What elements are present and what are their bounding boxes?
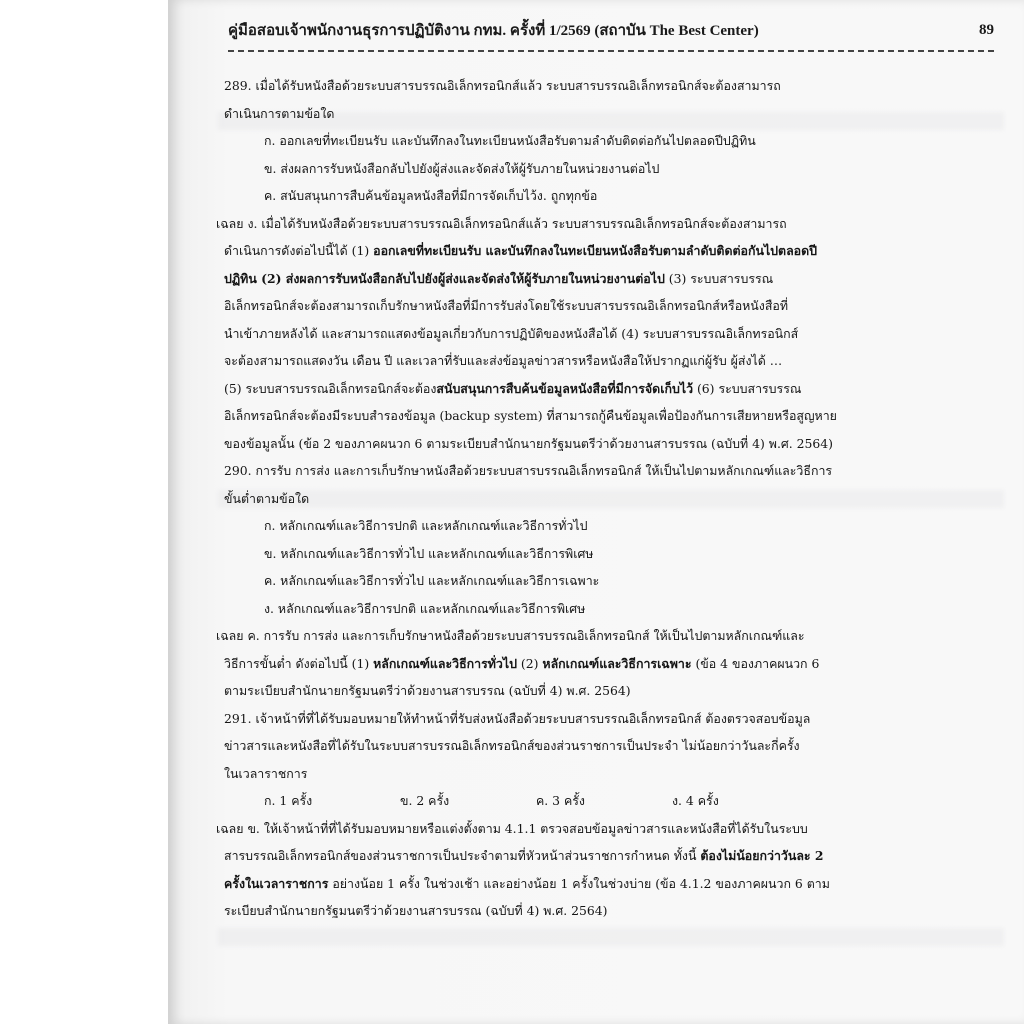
question-stem: 289. เมื่อได้รับหนังสือด้วยระบบสารบรรณอิเล็กทรอนิกส์แล้ว ระบบสารบรรณอิเล็กทรอนิกส์จะต้องสามารถ xyxy=(224,78,781,93)
answer-highlight: สนับสนุนการสืบค้นข้อมูลหนังสือที่มีการจัดเก็บไว้ xyxy=(436,380,694,396)
answer-text xyxy=(224,265,994,293)
option-b: ข. 2 ครั้ง xyxy=(400,793,450,808)
answer-text: เฉลย ค. การรับ การส่ง และการเก็บรักษาหนังสือด้วยระบบสารบรรณอิเล็กทรอนิกส์ ให้เป็นไปตามหลักเกณฑ์และ xyxy=(216,628,805,643)
option-d: ง. หลักเกณฑ์และวิธีการปกติ และหลักเกณฑ์และวิธีการพิเศษ xyxy=(264,600,586,616)
answer-text xyxy=(224,375,994,403)
answer-text xyxy=(224,842,994,870)
answer-text: นำเข้าภายหลังได้ และสามารถแสดงข้อมูลเกี่ยวกับการปฏิบัติของหนังสือได้ (4) ระบบสารบรรณอิเล็กทรอนิกส์ xyxy=(224,325,799,341)
answer-text: อิเล็กทรอนิกส์จะต้องมีระบบสำรองข้อมูล (backup system) ที่สามารถกู้คืนข้อมูลเพื่อป้องกันการเสียหายหรือสูญหาย xyxy=(224,408,837,423)
answer-text: อิเล็กทรอนิกส์จะต้องสามารถเก็บรักษาหนังสือที่มีการรับส่งโดยใช้ระบบสารบรรณอิเล็กทรอนิกส์หรือหนังสือที่ xyxy=(224,298,788,313)
question-291 xyxy=(216,705,994,925)
answer-text-part: วิธีการขั้นต่ำ ดังต่อไปนี้ (1) xyxy=(224,655,374,671)
option-c: ค. 3 ครั้ง xyxy=(536,793,585,808)
book-page xyxy=(168,0,1024,1024)
answer-highlight: ต้องไม่น้อยกว่าวันละ 2 xyxy=(700,848,824,863)
answer-text: ของข้อมูลนั้น (ข้อ 2 ของภาคผนวก 6 ตามระเบียบสำนักนายกรัฐมนตรีว่าด้วยงานสารบรรณ (ฉบับที่ 4) พ.ศ. 2564) xyxy=(224,435,833,451)
option-a: ก. 1 ครั้ง xyxy=(264,793,313,808)
answer-text: ระเบียบสำนักนายกรัฐมนตรีว่าด้วยงานสารบรรณ (ฉบับที่ 4) พ.ศ. 2564) xyxy=(224,903,608,918)
option-c: ค. หลักเกณฑ์และวิธีการทั่วไป และหลักเกณฑ์และวิธีการเฉพาะ xyxy=(264,573,600,588)
option-b: ข. หลักเกณฑ์และวิธีการทั่วไป และหลักเกณฑ์และวิธีการพิเศษ xyxy=(264,545,594,561)
option-c: ค. สนับสนุนการสืบค้นข้อมูลหนังสือที่มีการจัดเก็บไว้ง. ถูกทุกข้อ xyxy=(264,188,598,203)
answer-text: จะต้องสามารถแสดงวัน เดือน ปี และเวลาที่รับและส่งข้อมูลข่าวสารหรือหนังสือให้ปรากฏแก่ผู้รับ ผู้ส่งได้ … xyxy=(224,353,783,368)
option-a: ก. หลักเกณฑ์และวิธีการปกติ และหลักเกณฑ์และวิธีการทั่วไป xyxy=(264,518,588,533)
option-d: ง. 4 ครั้ง xyxy=(672,793,719,808)
answer-text-part: (3) ระบบสารบรรณ xyxy=(664,270,774,286)
answer-text xyxy=(224,870,994,898)
question-stem: ขั้นต่ำตามข้อใด xyxy=(224,490,310,506)
answer-highlight: หลักเกณฑ์และวิธีการทั่วไป xyxy=(373,655,517,671)
question-stem: ดำเนินการตามข้อใด xyxy=(224,105,335,121)
answer-text: เฉลย ง. เมื่อได้รับหนังสือด้วยระบบสารบรรณอิเล็กทรอนิกส์แล้ว ระบบสารบรรณอิเล็กทรอนิกส์จะต้องสามารถ xyxy=(216,215,787,231)
answer-text xyxy=(224,650,994,678)
question-stem: 290. การรับ การส่ง และการเก็บรักษาหนังสือด้วยระบบสารบรรณอิเล็กทรอนิกส์ ให้เป็นไปตามหลักเกณฑ์และวิธีการ xyxy=(224,463,833,478)
option-a: ก. ออกเลขที่ทะเบียนรับ และบันทึกลงในทะเบียนหนังสือรับตามลำดับติดต่อกันไปตลอดปีปฏิทิน xyxy=(264,133,756,148)
question-stem: ข่าวสารและหนังสือที่ได้รับในระบบสารบรรณอิเล็กทรอนิกส์ของส่วนราชการเป็นประจำ ไม่น้อยกว่าวันละกี่ครั้ง xyxy=(224,738,800,753)
answer-text xyxy=(224,237,994,265)
question-stem: 291. เจ้าหน้าที่ที่ได้รับมอบหมายให้ทำหน้าที่รับส่งหนังสือด้วยระบบสารบรรณอิเล็กทรอนิกส์ ต้องตรวจสอบข้อมูล xyxy=(224,710,811,726)
question-stem: ในเวลาราชการ xyxy=(224,765,308,781)
answer-text-part: (2) xyxy=(516,655,543,671)
answer-text-part: (ข้อ 4 ของภาคผนวก 6 xyxy=(691,655,820,671)
scan-background xyxy=(0,0,168,1024)
page-content xyxy=(216,72,994,925)
answer-highlight: ครั้งในเวลาราชการ xyxy=(224,875,329,891)
answer-text: ตามระเบียบสำนักนายกรัฐมนตรีว่าด้วยงานสารบรรณ (ฉบับที่ 4) พ.ศ. 2564) xyxy=(224,683,631,698)
answer-text-part: สารบรรณอิเล็กทรอนิกส์ของส่วนราชการเป็นประจำตามที่หัวหน้าส่วนราชการกำหนด ทั้งนี้ xyxy=(224,848,701,863)
question-289 xyxy=(216,72,994,457)
page-number: 89 xyxy=(979,21,994,38)
header-title: คู่มือสอบเจ้าพนักงานธุรการปฏิบัติงาน กทม. ครั้งที่ 1/2569 (สถาบัน The Best Center) xyxy=(228,23,759,39)
answer-text-part: (5) ระบบสารบรรณอิเล็กทรอนิกส์จะต้อง xyxy=(224,380,437,396)
header-dashed-rule xyxy=(228,50,994,52)
bleed-through-shadow xyxy=(218,928,1004,946)
answer-text-part: ดำเนินการดังต่อไปนี้ได้ (1) xyxy=(224,243,374,258)
answer-highlight: ออกเลขที่ทะเบียนรับ และบันทึกลงในทะเบียนหนังสือรับตามลำดับติดต่อกันไปตลอดปี xyxy=(373,243,818,258)
page-header xyxy=(228,18,994,42)
answer-text-part: (6) ระบบสารบรรณ xyxy=(693,380,802,396)
question-290 xyxy=(216,457,994,705)
answer-text: เฉลย ข. ให้เจ้าหน้าที่ที่ได้รับมอบหมายหรือแต่งตั้งตาม 4.1.1 ตรวจสอบข้อมูลข่าวสารและหนังสือที่ได้รับในระบบ xyxy=(216,820,808,836)
answer-text-part: อย่างน้อย 1 ครั้ง ในช่วงเช้า และอย่างน้อย 1 ครั้งในช่วงบ่าย (ข้อ 4.1.2 ของภาคผนวก 6 ตาม xyxy=(328,875,830,891)
option-row xyxy=(224,787,994,815)
option-b: ข. ส่งผลการรับหนังสือกลับไปยังผู้ส่งและจัดส่งให้ผู้รับภายในหน่วยงานต่อไป xyxy=(264,160,660,176)
answer-highlight: ปฏิทิน (2) ส่งผลการรับหนังสือกลับไปยังผู้ส่งและจัดส่งให้ผู้รับภายในหน่วยงานต่อไป xyxy=(224,270,665,286)
answer-highlight: หลักเกณฑ์และวิธีการเฉพาะ xyxy=(542,655,692,671)
